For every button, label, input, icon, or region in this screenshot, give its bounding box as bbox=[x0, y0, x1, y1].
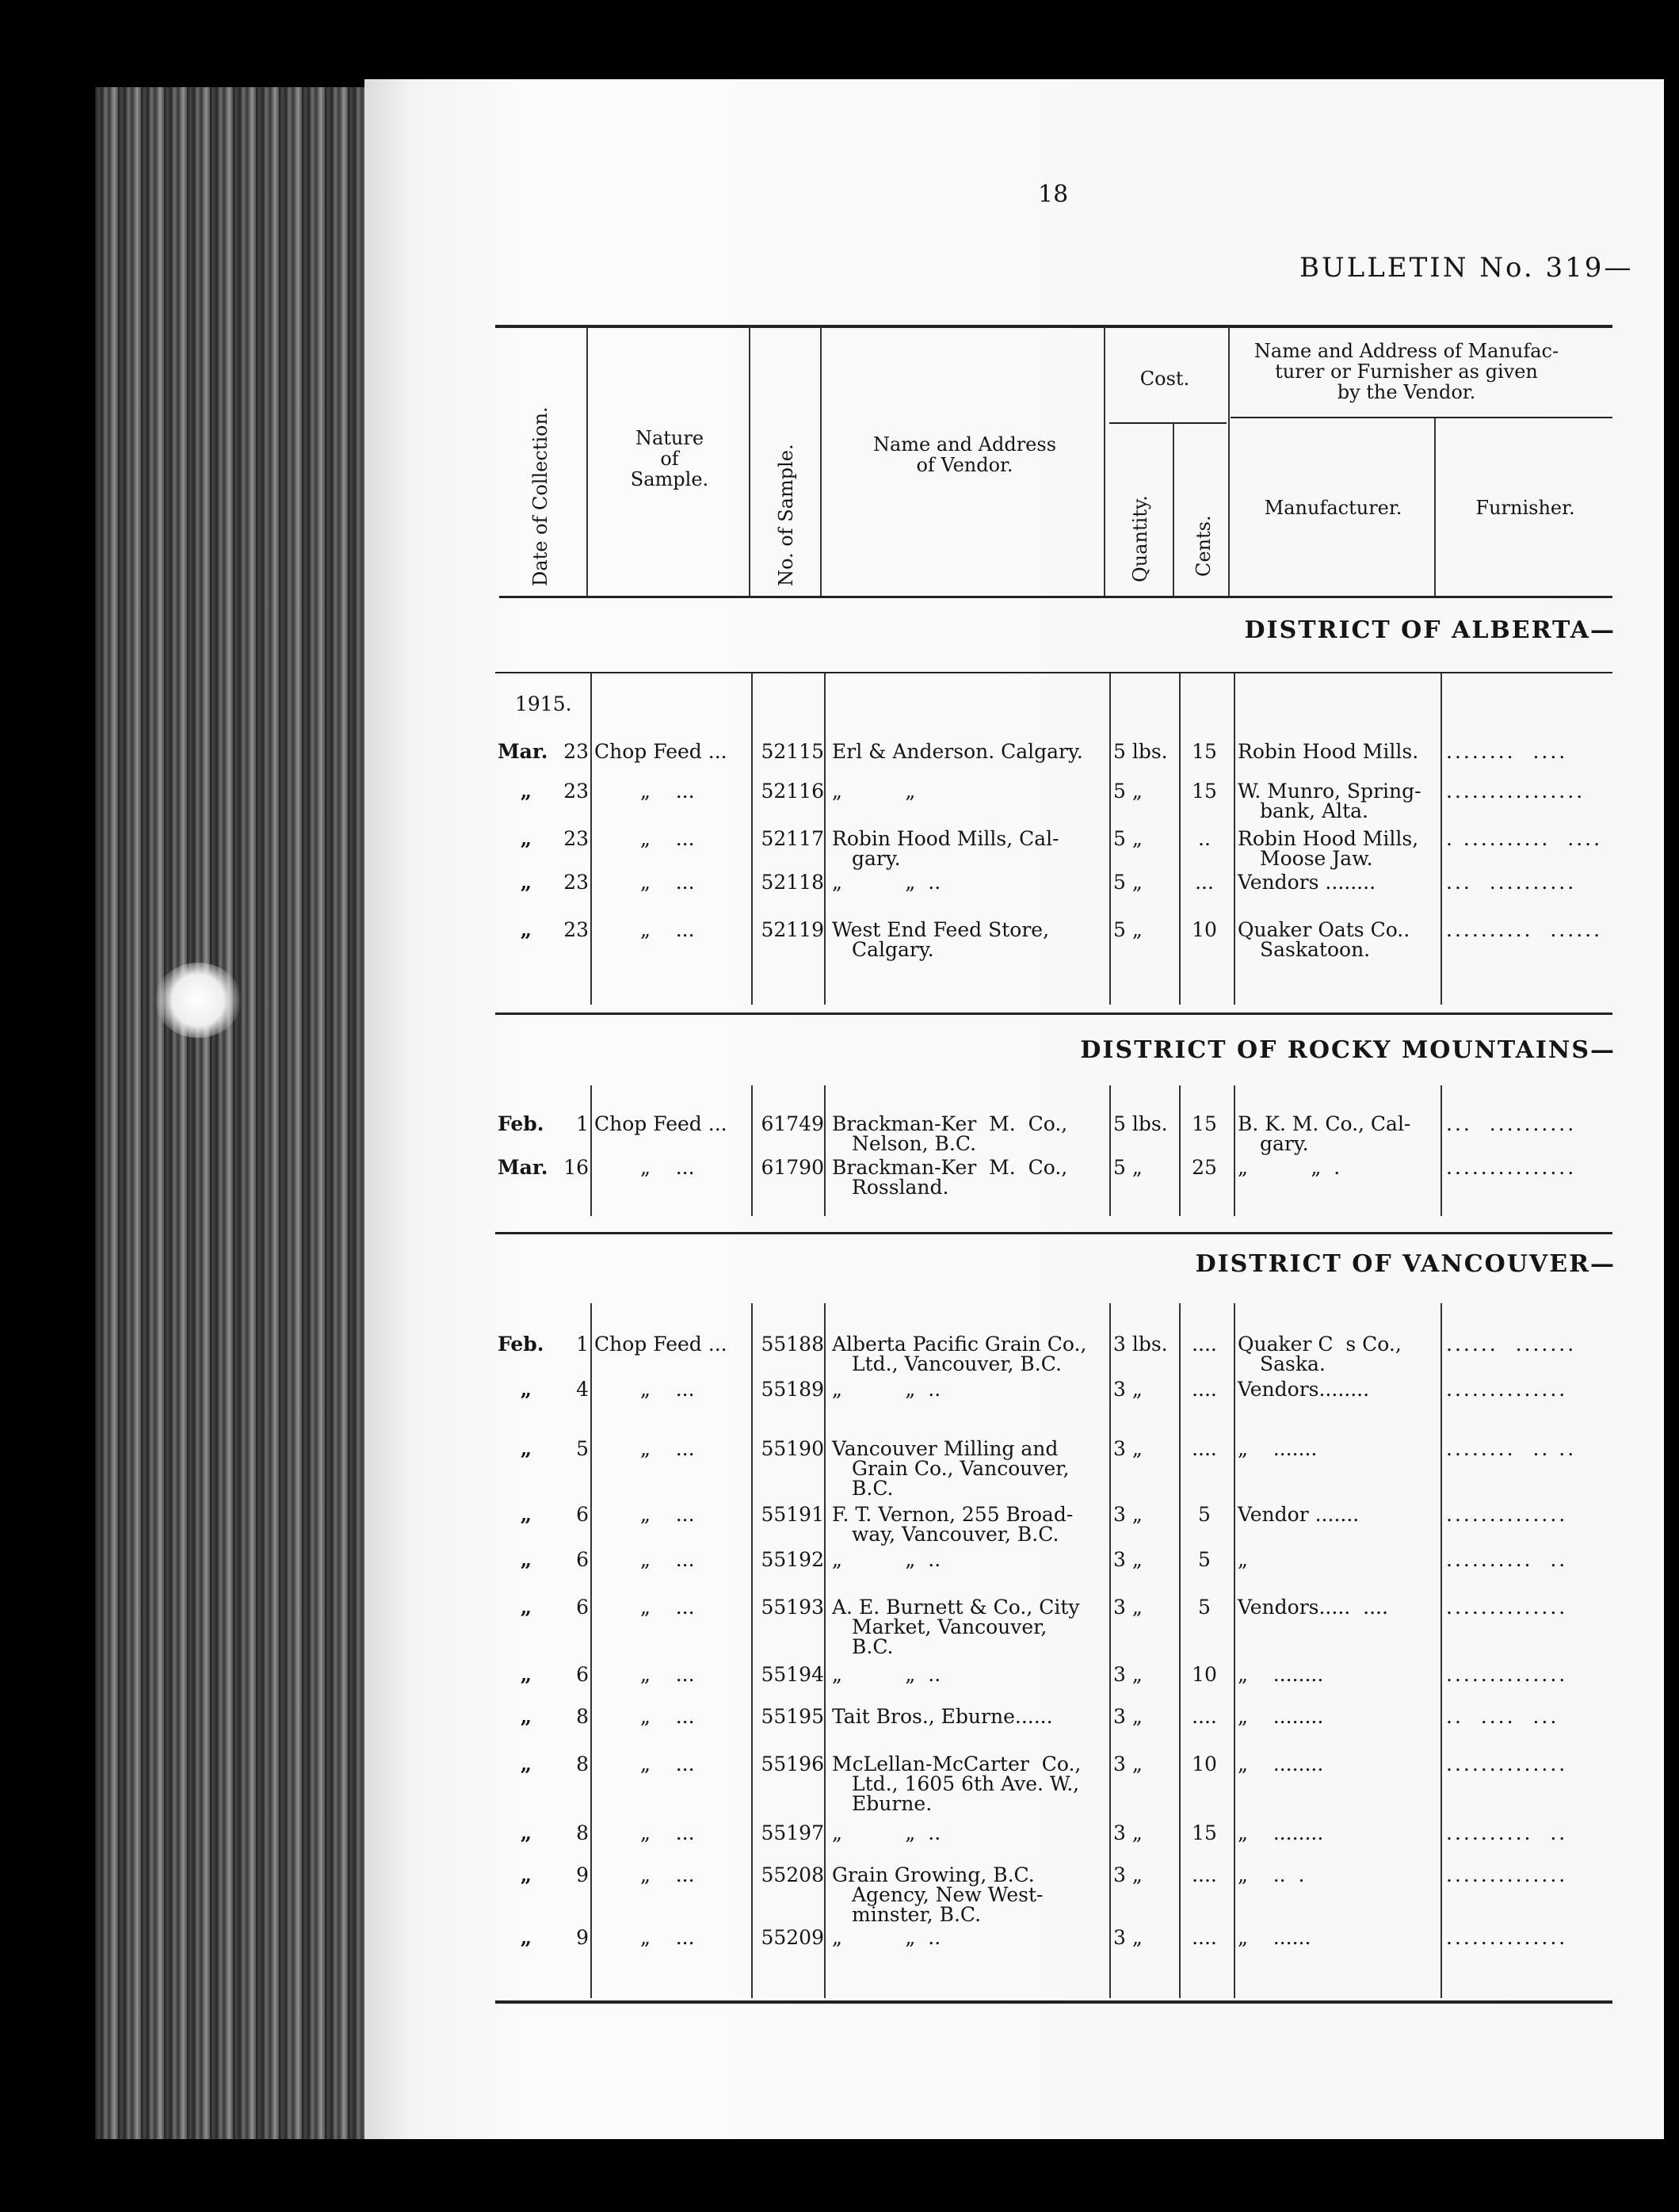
hdr-sep bbox=[1434, 418, 1436, 596]
column-rule bbox=[1179, 1085, 1181, 1216]
row-nature: „ ... bbox=[640, 1548, 695, 1571]
row-manufacturer-line: „ ........ bbox=[1238, 1663, 1324, 1686]
row-quantity: 3 lbs. bbox=[1113, 1333, 1168, 1356]
row-manufacturer-line: Robin Hood Mills. bbox=[1238, 740, 1419, 763]
row-cents: 5 bbox=[1198, 1503, 1211, 1526]
row-quantity: 3 „ bbox=[1113, 1863, 1143, 1886]
row-manufacturer-line: Moose Jaw. bbox=[1260, 847, 1373, 870]
row-vendor-line: „ „ .. bbox=[832, 1548, 941, 1571]
row-manufacturer-line: Vendors........ bbox=[1238, 1378, 1370, 1401]
row-nature: „ ... bbox=[640, 1663, 695, 1686]
row-furnisher: .............. bbox=[1446, 1863, 1568, 1886]
row-vendor-line: B.C. bbox=[852, 1635, 894, 1658]
row-day: 6 bbox=[576, 1503, 589, 1526]
row-cents: 15 bbox=[1192, 1112, 1217, 1135]
column-rule bbox=[1109, 672, 1111, 1005]
row-nature: „ ... bbox=[640, 871, 695, 894]
row-furnisher: .............. bbox=[1446, 1752, 1568, 1775]
header-nature bbox=[590, 428, 749, 490]
section-rule bbox=[495, 2000, 1612, 2004]
row-day: 9 bbox=[576, 1926, 589, 1949]
row-sample-no: 55191 bbox=[761, 1503, 824, 1526]
row-cents: .... bbox=[1192, 1863, 1217, 1886]
row-furnisher: . .......... .... bbox=[1446, 827, 1603, 850]
row-vendor-line: „ „ .. bbox=[832, 1821, 941, 1844]
row-vendor-line: minster, B.C. bbox=[852, 1903, 982, 1926]
row-quantity: 3 „ bbox=[1113, 1663, 1143, 1686]
row-vendor-line: Rossland. bbox=[852, 1176, 949, 1199]
row-sample-no: 55197 bbox=[761, 1821, 824, 1844]
row-vendor-line: Robin Hood Mills, Cal- bbox=[832, 827, 1059, 850]
row-furnisher: ........ .. .. bbox=[1446, 1437, 1577, 1460]
row-furnisher: ............... bbox=[1446, 1156, 1577, 1179]
row-month: „ bbox=[520, 1863, 532, 1886]
row-cents: 5 bbox=[1198, 1596, 1211, 1619]
row-nature: „ ... bbox=[640, 1926, 695, 1949]
row-manufacturer-line: „ ........ bbox=[1238, 1705, 1324, 1728]
row-month: Feb. bbox=[498, 1112, 544, 1135]
row-nature: „ ... bbox=[640, 1596, 695, 1619]
row-day: 6 bbox=[576, 1663, 589, 1686]
row-manufacturer-line: Quaker Oats Co.. bbox=[1238, 918, 1410, 941]
header-manuf-group-line: turer or Furnisher as given bbox=[1275, 360, 1538, 383]
column-rule bbox=[1441, 1303, 1442, 1998]
row-furnisher: .............. bbox=[1446, 1926, 1568, 1949]
header-manufacturer: Manufacturer. bbox=[1264, 497, 1402, 519]
row-cents: 10 bbox=[1192, 1752, 1217, 1775]
row-month: „ bbox=[520, 1821, 532, 1844]
row-month: „ bbox=[520, 1548, 532, 1571]
row-cents: 5 bbox=[1198, 1548, 1211, 1571]
row-month: Mar. bbox=[498, 740, 548, 763]
header-cents: Cents. bbox=[1192, 515, 1215, 577]
row-furnisher: .......... .. bbox=[1446, 1821, 1568, 1844]
row-manufacturer-line: Robin Hood Mills, bbox=[1238, 827, 1419, 850]
row-day: 23 bbox=[563, 780, 589, 803]
row-cents: .... bbox=[1192, 1333, 1217, 1356]
row-quantity: 5 „ bbox=[1113, 1156, 1143, 1179]
header-manuf-group-line: Name and Address of Manufac- bbox=[1254, 340, 1559, 362]
row-sample-no: 55209 bbox=[761, 1926, 824, 1949]
row-vendor-line: Nelson, B.C. bbox=[852, 1132, 977, 1155]
row-month: „ bbox=[520, 1437, 532, 1460]
row-vendor-line: F. T. Vernon, 255 Broad- bbox=[832, 1503, 1074, 1526]
row-sample-no: 61749 bbox=[761, 1112, 824, 1135]
row-sample-no: 52116 bbox=[761, 780, 824, 803]
header-nature-line: Sample. bbox=[630, 468, 709, 490]
row-vendor-line: Eburne. bbox=[852, 1792, 933, 1815]
row-furnisher: .......... .. bbox=[1446, 1548, 1568, 1571]
row-month: „ bbox=[520, 871, 532, 894]
row-sample-no: 52118 bbox=[761, 871, 824, 894]
row-nature: „ ... bbox=[640, 918, 695, 941]
row-furnisher: ................ bbox=[1446, 780, 1586, 803]
row-vendor-line: Calgary. bbox=[852, 938, 934, 961]
row-sample-no: 55194 bbox=[761, 1663, 824, 1686]
row-vendor-line: McLellan-McCarter Co., bbox=[832, 1752, 1082, 1775]
row-manufacturer-line: Saskatoon. bbox=[1260, 938, 1371, 961]
row-quantity: 3 „ bbox=[1113, 1437, 1143, 1460]
header-top-rule bbox=[495, 325, 1612, 328]
row-vendor-line: B.C. bbox=[852, 1477, 894, 1500]
column-rule bbox=[1234, 672, 1235, 1005]
row-vendor-line: Tait Bros., Eburne...... bbox=[832, 1705, 1053, 1728]
row-month: „ bbox=[520, 1503, 532, 1526]
row-cents: .. bbox=[1198, 827, 1211, 850]
district-title: DISTRICT OF ALBERTA— bbox=[1244, 616, 1616, 644]
row-month: „ bbox=[520, 1705, 532, 1728]
row-month: Mar. bbox=[498, 1156, 548, 1179]
row-furnisher: ........ .... bbox=[1446, 740, 1568, 763]
row-furnisher: .............. bbox=[1446, 1503, 1568, 1526]
row-cents: 15 bbox=[1192, 740, 1217, 763]
row-sample-no: 55189 bbox=[761, 1378, 824, 1401]
row-vendor-line: „ „ .. bbox=[832, 1663, 941, 1686]
column-rule bbox=[1109, 1303, 1111, 1998]
row-manufacturer-line: „ .. . bbox=[1238, 1863, 1305, 1886]
manuf-group-rule bbox=[1231, 417, 1612, 418]
row-furnisher: .. .... ... bbox=[1446, 1705, 1559, 1728]
row-furnisher: .............. bbox=[1446, 1378, 1568, 1401]
row-nature: „ ... bbox=[640, 1705, 695, 1728]
row-nature: „ ... bbox=[640, 827, 695, 850]
header-vendor-line: of Vendor. bbox=[916, 454, 1013, 476]
cost-rule bbox=[1109, 422, 1227, 424]
row-nature: „ ... bbox=[640, 1863, 695, 1886]
row-month: „ bbox=[520, 918, 532, 941]
header-furnisher: Furnisher. bbox=[1475, 497, 1575, 519]
row-cents: 10 bbox=[1192, 918, 1217, 941]
row-vendor-line: gary. bbox=[852, 847, 901, 870]
row-vendor-line: „ „ .. bbox=[832, 1926, 941, 1949]
column-rule bbox=[1179, 1303, 1181, 1998]
row-furnisher: .............. bbox=[1446, 1663, 1568, 1686]
row-vendor-line: A. E. Burnett & Co., City bbox=[832, 1596, 1080, 1619]
row-day: 23 bbox=[563, 918, 589, 941]
row-sample-no: 61790 bbox=[761, 1156, 824, 1179]
row-manufacturer-line: „ ....... bbox=[1238, 1437, 1318, 1460]
row-vendor-line: Alberta Pacific Grain Co., bbox=[832, 1333, 1087, 1356]
row-day: 6 bbox=[576, 1596, 589, 1619]
hdr-sep bbox=[586, 326, 588, 596]
row-sample-no: 52119 bbox=[761, 918, 824, 941]
hdr-sep bbox=[820, 326, 822, 596]
row-nature: „ ... bbox=[640, 1437, 695, 1460]
row-manufacturer-line: „ ........ bbox=[1238, 1821, 1324, 1844]
row-month: „ bbox=[520, 1926, 532, 1949]
header-cost: Cost. bbox=[1139, 368, 1190, 390]
row-nature: Chop Feed ... bbox=[594, 740, 727, 763]
header-bottom-rule bbox=[499, 596, 1612, 598]
row-cents: 15 bbox=[1192, 780, 1217, 803]
row-manufacturer-line: „ „ . bbox=[1238, 1156, 1341, 1179]
row-furnisher: ... .......... bbox=[1446, 1112, 1577, 1135]
row-vendor-line: Ltd., Vancouver, B.C. bbox=[852, 1352, 1062, 1375]
row-nature: „ ... bbox=[640, 1752, 695, 1775]
row-sample-no: 55195 bbox=[761, 1705, 824, 1728]
row-cents: 25 bbox=[1192, 1156, 1217, 1179]
row-nature: „ ... bbox=[640, 780, 695, 803]
row-vendor-line: West End Feed Store, bbox=[832, 918, 1050, 941]
column-rule bbox=[1234, 1303, 1235, 1998]
column-rule bbox=[590, 1085, 592, 1216]
row-vendor-line: Erl & Anderson. Calgary. bbox=[832, 740, 1083, 763]
header-vendor bbox=[828, 434, 1101, 475]
row-month: „ bbox=[520, 1663, 532, 1686]
row-month: Feb. bbox=[498, 1333, 544, 1356]
row-day: 1 bbox=[576, 1112, 589, 1135]
hdr-sep bbox=[1228, 326, 1230, 596]
row-quantity: 3 „ bbox=[1113, 1705, 1143, 1728]
row-vendor-line: Vancouver Milling and bbox=[832, 1437, 1059, 1460]
bulletin-title: BULLETIN No. 319— bbox=[1299, 252, 1634, 284]
book-binding-shadow bbox=[95, 87, 368, 2139]
row-month: „ bbox=[520, 1596, 532, 1619]
row-sample-no: 55193 bbox=[761, 1596, 824, 1619]
row-furnisher: ...... ....... bbox=[1446, 1333, 1577, 1356]
row-vendor-line: Grain Growing, B.C. bbox=[832, 1863, 1035, 1886]
column-rule bbox=[824, 1303, 826, 1998]
row-cents: 15 bbox=[1192, 1821, 1217, 1844]
row-day: 9 bbox=[576, 1863, 589, 1886]
hdr-sep bbox=[749, 326, 750, 596]
row-nature: Chop Feed ... bbox=[594, 1333, 727, 1356]
row-nature: „ ... bbox=[640, 1821, 695, 1844]
column-rule bbox=[751, 1085, 753, 1216]
header-sample-no: No. of Sample. bbox=[775, 444, 797, 586]
row-manufacturer-line: „ bbox=[1238, 1548, 1248, 1571]
column-rule bbox=[1441, 1085, 1442, 1216]
district-title: DISTRICT OF VANCOUVER— bbox=[1195, 1250, 1616, 1278]
row-quantity: 3 „ bbox=[1113, 1821, 1143, 1844]
year-label: 1915. bbox=[515, 692, 572, 715]
header-nature-line: Nature bbox=[635, 427, 704, 449]
row-sample-no: 55190 bbox=[761, 1437, 824, 1460]
row-manufacturer-line: Vendors..... .... bbox=[1238, 1596, 1388, 1619]
header-quantity: Quantity. bbox=[1129, 495, 1151, 582]
header-vendor-line: Name and Address bbox=[872, 433, 1057, 456]
row-sample-no: 55196 bbox=[761, 1752, 824, 1775]
row-sample-no: 52115 bbox=[761, 740, 824, 763]
row-furnisher: .............. bbox=[1446, 1596, 1568, 1619]
row-day: 1 bbox=[576, 1333, 589, 1356]
header-nature-line: of bbox=[660, 448, 679, 470]
row-day: 4 bbox=[576, 1378, 589, 1401]
row-cents: 10 bbox=[1192, 1663, 1217, 1686]
paper-blemish bbox=[155, 963, 242, 1038]
row-manufacturer-line: „ ........ bbox=[1238, 1752, 1324, 1775]
row-cents: .... bbox=[1192, 1378, 1217, 1401]
row-manufacturer-line: „ ...... bbox=[1238, 1926, 1311, 1949]
row-day: 16 bbox=[563, 1156, 589, 1179]
row-quantity: 5 lbs. bbox=[1113, 740, 1168, 763]
row-vendor-line: way, Vancouver, B.C. bbox=[852, 1523, 1059, 1546]
row-day: 23 bbox=[563, 740, 589, 763]
row-quantity: 5 lbs. bbox=[1113, 1112, 1168, 1135]
row-vendor-line: Agency, New West- bbox=[852, 1883, 1044, 1906]
header-manuf-group-line: by the Vendor. bbox=[1337, 381, 1476, 403]
row-day: 6 bbox=[576, 1548, 589, 1571]
row-manufacturer-line: Saska. bbox=[1260, 1352, 1326, 1375]
section-rule bbox=[495, 1013, 1612, 1015]
row-cents: .... bbox=[1192, 1926, 1217, 1949]
section-rule bbox=[495, 1232, 1612, 1234]
row-sample-no: 52117 bbox=[761, 827, 824, 850]
row-quantity: 3 „ bbox=[1113, 1503, 1143, 1526]
column-rule bbox=[590, 672, 592, 1005]
row-day: 5 bbox=[576, 1437, 589, 1460]
row-quantity: 3 „ bbox=[1113, 1752, 1143, 1775]
row-month: „ bbox=[520, 1378, 532, 1401]
row-vendor-line: „ „ .. bbox=[832, 871, 941, 894]
row-vendor-line: „ „ bbox=[832, 780, 916, 803]
row-sample-no: 55208 bbox=[761, 1863, 824, 1886]
row-manufacturer-line: gary. bbox=[1260, 1132, 1309, 1155]
column-rule bbox=[751, 1303, 753, 1998]
row-day: 8 bbox=[576, 1705, 589, 1728]
row-day: 8 bbox=[576, 1752, 589, 1775]
row-manufacturer-line: Vendors ........ bbox=[1238, 871, 1376, 894]
column-rule bbox=[824, 672, 826, 1005]
hdr-sep bbox=[1104, 326, 1105, 596]
row-cents: .... bbox=[1192, 1437, 1217, 1460]
row-sample-no: 55188 bbox=[761, 1333, 824, 1356]
district-title: DISTRICT OF ROCKY MOUNTAINS— bbox=[1080, 1036, 1616, 1064]
hdr-sep bbox=[1173, 424, 1174, 596]
column-rule bbox=[824, 1085, 826, 1216]
row-vendor-line: Brackman-Ker M. Co., bbox=[832, 1156, 1068, 1179]
row-vendor-line: Brackman-Ker M. Co., bbox=[832, 1112, 1068, 1135]
row-day: 23 bbox=[563, 871, 589, 894]
row-furnisher: .......... ...... bbox=[1446, 918, 1603, 941]
header-date: Date of Collection. bbox=[529, 406, 551, 586]
row-nature: „ ... bbox=[640, 1503, 695, 1526]
row-quantity: 3 „ bbox=[1113, 1378, 1143, 1401]
row-month: „ bbox=[520, 780, 532, 803]
row-day: 23 bbox=[563, 827, 589, 850]
row-nature: „ ... bbox=[640, 1378, 695, 1401]
row-quantity: 5 „ bbox=[1113, 827, 1143, 850]
row-quantity: 3 „ bbox=[1113, 1596, 1143, 1619]
row-furnisher: ... .......... bbox=[1446, 871, 1577, 894]
column-rule bbox=[1109, 1085, 1111, 1216]
row-quantity: 3 „ bbox=[1113, 1548, 1143, 1571]
row-nature: „ ... bbox=[640, 1156, 695, 1179]
row-quantity: 5 „ bbox=[1113, 871, 1143, 894]
row-quantity: 5 „ bbox=[1113, 918, 1143, 941]
row-vendor-line: Grain Co., Vancouver, bbox=[852, 1457, 1070, 1480]
row-manufacturer-line: Quaker C s Co., bbox=[1238, 1333, 1402, 1356]
row-sample-no: 55192 bbox=[761, 1548, 824, 1571]
section-rule bbox=[495, 672, 1612, 673]
row-manufacturer-line: Vendor ....... bbox=[1238, 1503, 1360, 1526]
row-manufacturer-line: W. Munro, Spring- bbox=[1238, 780, 1421, 803]
row-month: „ bbox=[520, 827, 532, 850]
row-manufacturer-line: B. K. M. Co., Cal- bbox=[1238, 1112, 1411, 1135]
header-manufacturer-group bbox=[1232, 341, 1581, 402]
page-number: 18 bbox=[1038, 181, 1069, 208]
column-rule bbox=[590, 1303, 592, 1998]
row-day: 8 bbox=[576, 1821, 589, 1844]
row-quantity: 5 „ bbox=[1113, 780, 1143, 803]
row-vendor-line: „ „ .. bbox=[832, 1378, 941, 1401]
row-vendor-line: Ltd., 1605 6th Ave. W., bbox=[852, 1772, 1080, 1795]
row-manufacturer-line: bank, Alta. bbox=[1260, 799, 1368, 822]
column-rule bbox=[1441, 672, 1442, 1005]
row-vendor-line: Market, Vancouver, bbox=[852, 1615, 1047, 1638]
row-month: „ bbox=[520, 1752, 532, 1775]
row-quantity: 3 „ bbox=[1113, 1926, 1143, 1949]
row-cents: ... bbox=[1195, 871, 1214, 894]
column-rule bbox=[1234, 1085, 1235, 1216]
row-cents: .... bbox=[1192, 1705, 1217, 1728]
row-nature: Chop Feed ... bbox=[594, 1112, 727, 1135]
